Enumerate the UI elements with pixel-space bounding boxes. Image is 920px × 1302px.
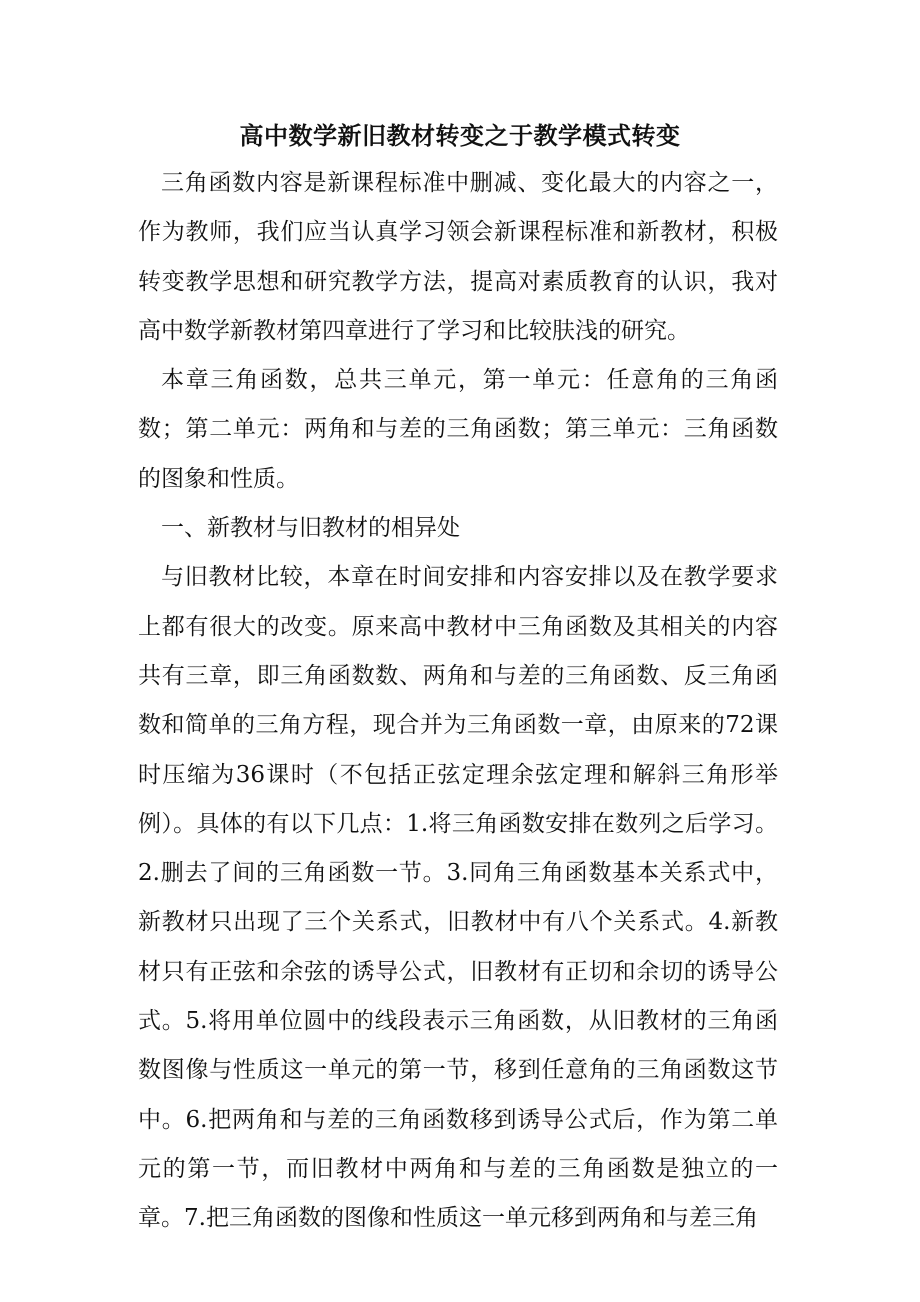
document-body xyxy=(138,159,778,1244)
paragraph-comparison: 与旧教材比较，本章在时间安排和内容安排以及在教学要求上都有很大的改变。原来高中教材中三角函数及其相关的内容共有三章，即三角函数数、两角和与差的三角函数、反三角函数和简单的三角方程，现合并为三角函数一章，由原来的72课时压缩为36课时（不包括正弦定理余弦定理和解斜三角形举例）。具体的有以下几点：1.将三角函数安排在数列之后学习。2.删去了间的三角函数一节。3.同角三角函数基本关系式中，新教材只出现了三个关系式，旧教材中有八个关系式。4.新教材只有正弦和余弦的诱导公式，旧教材有正切和余切的诱导公式。5.将用单位圆中的线段表示三角函数，从旧教材的三角函数图像与性质这一单元的第一节，移到任意角的三角函数这节中。6.把两角和与差的三角函数移到诱导公式后，作为第二单元的第一节，而旧教材中两角和与差的三角函数是独立的一章。7.把三角函数的图像和性质这一单元移到两角和与差三角 xyxy=(138,564,778,1232)
paragraph-intro: 三角函数内容是新课程标准中删减、变化最大的内容之一，作为教师，我们应当认真学习领会新课程标准和新教材，积极转变教学思想和研究教学方法，提高对素质教育的认识，我对高中数学新教材第四章进行了学习和比较肤浅的研究。 xyxy=(138,170,778,344)
paragraph-chapter-overview: 本章三角函数，总共三单元，第一单元：任意角的三角函数；第二单元：两角和与差的三角函数；第三单元：三角函数的图象和性质。 xyxy=(138,367,778,492)
document-title: 高中数学新旧教材转变之于教学模式转变 xyxy=(239,121,681,150)
section-heading-differences: 一、新教材与旧教材的相异处 xyxy=(161,515,460,542)
